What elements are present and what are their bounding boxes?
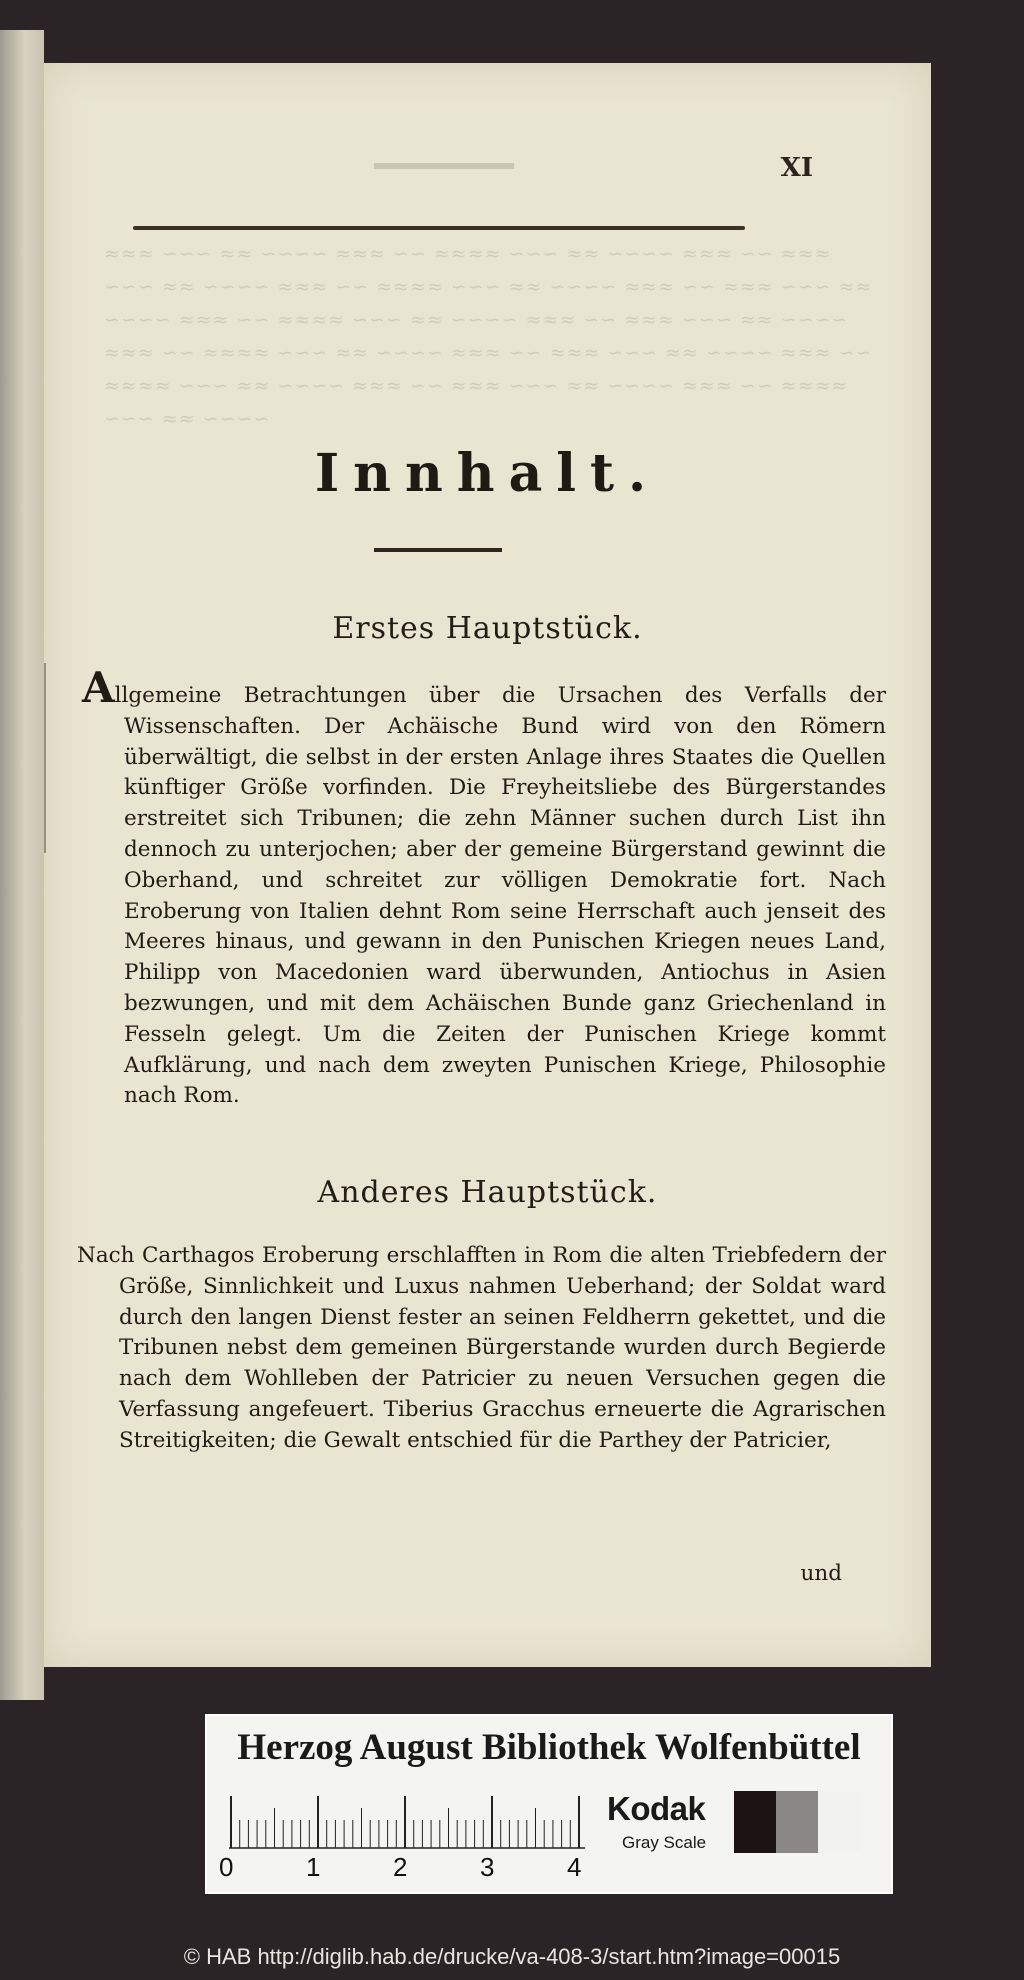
page-number: XI	[780, 153, 813, 183]
title-rule	[374, 548, 502, 552]
gray-swatches	[734, 1791, 860, 1853]
ruler-number: 1	[306, 1852, 321, 1882]
gray-swatch	[818, 1791, 860, 1853]
section-heading-2: Anderes Hauptstück.	[317, 1175, 658, 1210]
ruler-numbers	[219, 1852, 599, 1884]
ruler-number: 0	[219, 1852, 234, 1882]
section-text-2: Nach Carthagos Eroberung erschlafften in Rom die alten Triebfedern der Größe, Sinnlichkeit und Luxus nahmen Ueberhand; der Soldat ward durch den langen Dienst fester an seinen Feldherrn gekettet, und die Tribunen nebst dem gemeinen Bürgerstande wurden durch Begierde nach dem Wohlleben der Patricier zu neuen Versuchen gegen die Verfassung angefeuert. Tiberius Gracchus erneuerte die Agrarischen Streitigkeiten; die Gewalt entschied für die Parthey der Patricier,	[77, 1243, 886, 1453]
book-page	[44, 63, 931, 1667]
page-title: Innhalt.	[314, 443, 661, 504]
ruler-number: 3	[480, 1852, 495, 1882]
adjacent-page-edge	[0, 30, 44, 1700]
section-text-1: Allgemeine Betrachtungen über die Ursachen des Verfalls der Wissenschaften. Der Achäische Bund wird von den Römern überwältigt, die selbst in der ersten Anlage ihres Staates die Quellen künftiger Größe vorfinden. Die Freyheitsliebe des Bürgerstandes erstreitet sich Tribunen; die zehn Männer suchen durch List ihn dennoch zu unterjochen; aber der gemeine Bürgerstand gewinnt die Oberhand, und schreitet zur völligen Demokratie fort. Nach Eroberung von Italien dehnt Rom seine Herrschaft auch jenseit des Meeres hinaus, und gewann in den Punischen Kriegen neues Land, Philipp von Macedonien ward überwunden, Antiochus in Asien bezwungen, und mit dem Achäischen Bunde ganz Griechenland in Fesseln gelegt. Um die Zeiten der Punischen Kriege kommt Aufklärung, und nach dem zweyten Punischen Kriege, Philosophie nach Rom.	[82, 663, 886, 1109]
footer-credit: © HAB http://diglib.hab.de/drucke/va-408-3/start.htm?image=00015	[183, 1944, 841, 1969]
faint-header-rule	[374, 163, 514, 169]
institution-name: Herzog August Bibliothek Wolfenbüttel	[237, 1727, 861, 1768]
ruler-scale	[225, 1794, 589, 1850]
kodak-logo: Kodak	[607, 1790, 706, 1827]
gray-scale-label: Gray Scale	[622, 1833, 707, 1852]
gray-swatch	[776, 1791, 818, 1853]
gray-swatch	[734, 1791, 776, 1853]
color-calibration-card	[205, 1714, 893, 1894]
margin-bracket	[44, 663, 46, 853]
show-through-texture: ≈≈≈ ∽∽∽ ≈≈ ∽∽∽∽ ≈≈≈ ∽∽ ≈≈≈≈ ∽∽∽ ≈≈ ∽∽∽∽ ≈≈≈ ∽∽ ≈≈≈ ∽∽∽ ≈≈ ∽∽∽∽ ≈≈≈ ∽∽ ≈≈≈≈ ∽∽∽ ≈≈ ∽∽∽∽ ≈≈≈ ∽∽ ≈≈≈ ∽∽∽ ≈≈ ∽∽∽∽ ≈≈≈ ∽∽ ≈≈≈≈ ∽∽∽ ≈≈ ∽∽∽∽ ≈≈≈ ∽∽ ≈≈≈ ∽∽∽ ≈≈ ∽∽∽∽ ≈≈≈ ∽∽ ≈≈≈≈ ∽∽∽ ≈≈ ∽∽∽∽ ≈≈≈ ∽∽ ≈≈≈ ∽∽∽ ≈≈ ∽∽∽∽ ≈≈≈ ∽∽ ≈≈≈≈ ∽∽∽ ≈≈ ∽∽∽∽ ≈≈≈ ∽∽ ≈≈≈ ∽∽∽ ≈≈ ∽∽∽∽ ≈≈≈ ∽∽ ≈≈≈≈ ∽∽∽ ≈≈ ∽∽∽∽	[104, 243, 873, 430]
ruler-number: 2	[393, 1852, 408, 1882]
ruler-number: 4	[567, 1852, 582, 1882]
top-rule	[133, 226, 745, 230]
section-heading-1: Erstes Hauptstück.	[332, 611, 643, 646]
catchword: und	[800, 1561, 842, 1586]
